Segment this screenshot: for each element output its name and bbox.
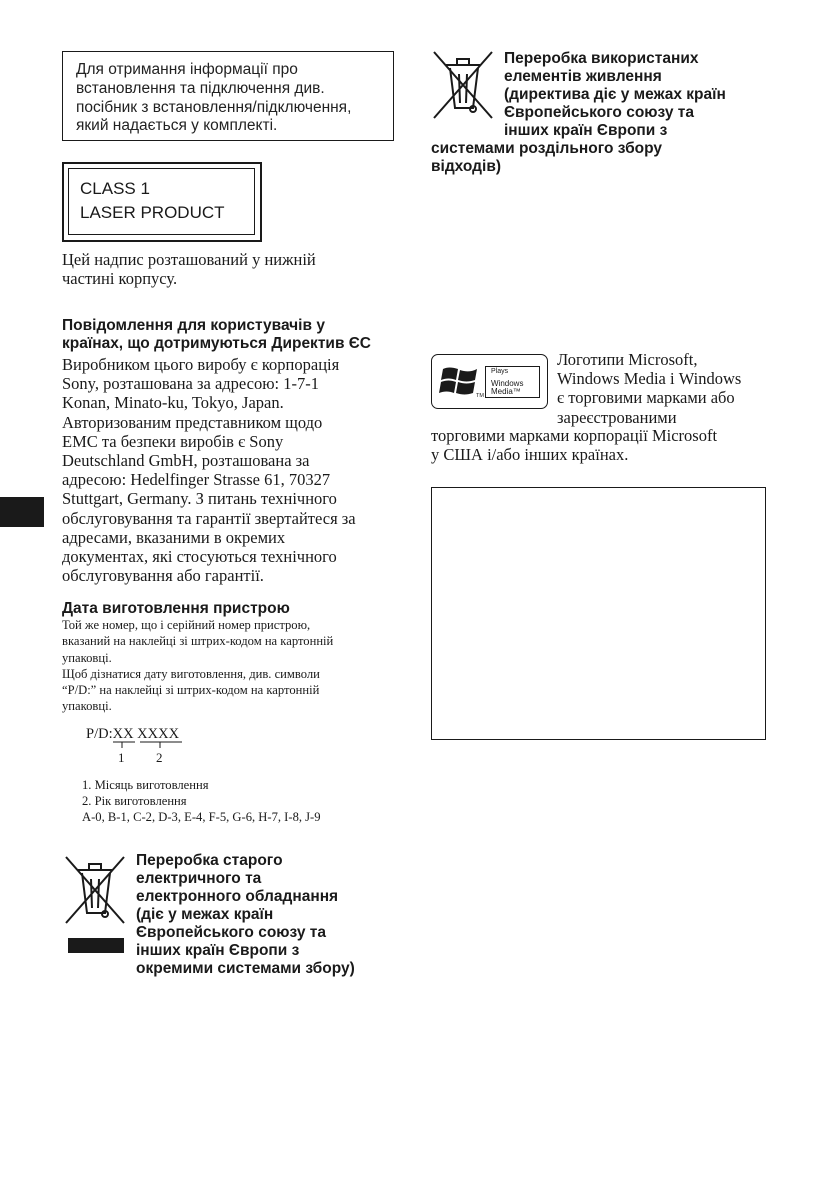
pd-year-code: XXXX — [137, 726, 180, 742]
install-note-text: Для отримання інформації про встановлення та підключення див. посібник з встановлення/підключення, який надається у комплекті. — [76, 61, 352, 135]
crossed-bin-icon — [430, 48, 496, 128]
windows-media-badge — [431, 354, 548, 409]
microsoft-trademark-full: торговими марками корпорації Microsoft у США і/або інших країнах. — [431, 426, 718, 465]
pd-marker-2: 2 — [156, 750, 163, 765]
pd-marker-1: 1 — [118, 750, 125, 765]
blank-note-box — [431, 487, 766, 740]
weee-black-bar — [68, 938, 124, 953]
install-note-box — [62, 51, 394, 141]
laser-product-label — [62, 162, 262, 242]
badge-inner-box — [485, 366, 540, 398]
battery-heading-bottom: системами роздільного збору відходів) — [431, 140, 663, 175]
weee-heading: Переробка старого електричного та електронного обладнання (діє у межах країн Європейського союзу та інших країн Європи з окремими системами збору) — [136, 852, 355, 977]
badge-plays-text: Plays — [491, 368, 509, 375]
badge-media-text: Media™ — [491, 387, 521, 396]
pd-prefix: P/D: — [86, 726, 113, 742]
manufacture-date-heading: Дата виготовлення пристрою — [62, 600, 290, 617]
badge-windows-text: Windows — [491, 379, 524, 388]
eu-notice-heading: Повідомлення для користувачів у країнах, що дотримуються Директив ЄС — [62, 317, 371, 352]
pd-legend-2: 2. Рік виготовлення — [82, 794, 187, 808]
pd-code-diagram — [62, 726, 262, 771]
manufacture-date-body: Той же номер, що і серійний номер пристрою, вказаний на наклейці зі штрих-кодом на картонній упаковці. Щоб дізнатися дату виготовлення, див. символи “P/D:” на наклейці зі штрих-кодом на картонній упаковці. — [62, 618, 334, 714]
eu-notice-body: Виробником цього виробу є корпорація Sony, розташована за адресою: 1-7-1 Konan, Minato-ku, Tokyo, Japan. Авторизованим представником щодо EMC та безпеки виробів є Sony Deutschland GmbH, розташована за адресою: Hedelfinger Strasse 61, 70327 Stuttgart, Germany. З питань технічного обслуговування та гарантії звертайтеся за адресами, вказаними в окремих документах, які стосуються технічного обслуговування або гарантії. — [62, 355, 356, 586]
microsoft-trademark-side: Логотипи Microsoft, Windows Media і Windows є торговими марками або зареєстрованими — [557, 350, 742, 427]
badge-tm-mark: TM — [476, 393, 484, 399]
pd-month-code: XX — [112, 726, 134, 742]
label-location-text: Цей надпис розташований у нижній частині корпусу. — [62, 250, 316, 289]
laser-class-text: CLASS 1 — [80, 179, 150, 198]
battery-heading-top: Переробка використаних елементів живлення (директива діє у межах країн Європейського союзу та інших країн Європи з — [504, 50, 726, 139]
pd-legend-3: A-0, B-1, C-2, D-3, E-4, F-5, G-6, H-7, I-8, J-9 — [82, 810, 321, 824]
section-tab-marker — [0, 497, 44, 527]
pd-legend-1: 1. Місяць виготовлення — [82, 778, 209, 792]
laser-product-text: LASER PRODUCT — [80, 203, 225, 222]
